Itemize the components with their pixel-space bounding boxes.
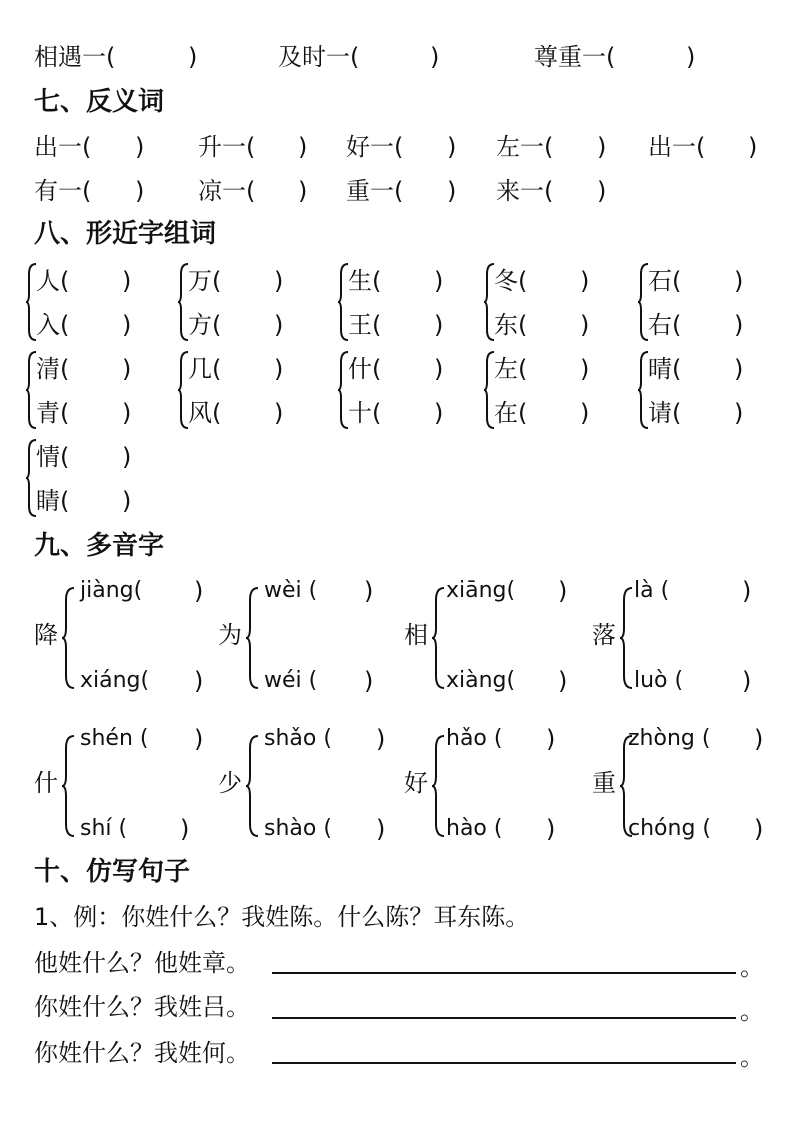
similar-char-item: 在(: [494, 399, 528, 427]
imitation-prompt: 你姓什么？我姓何。: [34, 1039, 250, 1067]
close-paren: ): [298, 133, 308, 161]
similar-char-item: 十(: [348, 399, 382, 427]
antonym-item: 有一(: [34, 177, 92, 205]
brace-icon: [62, 586, 76, 690]
close-paren: ): [734, 399, 744, 427]
section-10-title: 十、仿写句子: [34, 857, 191, 887]
close-paren: ): [434, 355, 444, 383]
pinyin-bottom: wéi (: [264, 668, 318, 693]
pinyin-top: shǎo (: [264, 726, 332, 751]
similar-char-item: 冬(: [494, 267, 528, 295]
close-paren: ): [434, 399, 444, 427]
polyphone-char: 重: [592, 769, 616, 797]
close-paren: ): [274, 355, 284, 383]
answer-line[interactable]: [272, 1017, 736, 1019]
close-paren: ): [434, 267, 444, 295]
similar-char-item: 什(: [348, 355, 382, 383]
close-paren: ): [597, 177, 607, 205]
close-paren: ): [580, 267, 590, 295]
similar-char-item: 晴(: [648, 355, 682, 383]
section-7-title: 七、反义词: [34, 87, 165, 117]
polyphone-char: 降: [34, 621, 58, 649]
brace-icon: [620, 586, 634, 690]
similar-char-item: 请(: [648, 399, 682, 427]
antonym-item: 好一(: [346, 133, 404, 161]
close-paren: ): [194, 577, 204, 605]
close-paren: ): [376, 725, 386, 753]
close-paren: ): [580, 355, 590, 383]
close-paren: ): [194, 725, 204, 753]
period-mark: 。: [740, 953, 764, 981]
close-paren: ): [122, 311, 132, 339]
similar-char-item: 入(: [36, 311, 70, 339]
polyphone-char: 少: [218, 769, 242, 797]
top-item-3: 尊重一(: [534, 43, 616, 71]
antonym-item: 凉一(: [198, 177, 256, 205]
similar-char-item: 风(: [188, 399, 222, 427]
similar-char-item: 几(: [188, 355, 222, 383]
close-paren: ): [122, 267, 132, 295]
close-paren: ): [742, 667, 752, 695]
close-paren: ): [734, 355, 744, 383]
close-paren: ): [364, 577, 374, 605]
similar-char-item: 石(: [648, 267, 682, 295]
close-paren: ): [122, 399, 132, 427]
similar-char-item: 情(: [36, 443, 70, 471]
antonym-item: 左一(: [496, 133, 554, 161]
answer-line[interactable]: [272, 1062, 736, 1064]
close-paren: ): [748, 133, 758, 161]
close-paren: ): [298, 177, 308, 205]
similar-char-item: 万(: [188, 267, 222, 295]
pinyin-bottom: luò (: [634, 668, 684, 693]
close-paren: ): [447, 133, 457, 161]
close-paren: ): [188, 43, 198, 71]
close-paren: ): [558, 577, 568, 605]
example-sentence: 1、例：你姓什么？我姓陈。什么陈？耳东陈。: [34, 903, 530, 931]
close-paren: ): [122, 443, 132, 471]
close-paren: ): [364, 667, 374, 695]
close-paren: ): [122, 355, 132, 383]
polyphone-char: 好: [404, 769, 428, 797]
polyphone-char: 什: [34, 769, 58, 797]
close-paren: ): [546, 725, 556, 753]
pinyin-top: hǎo (: [446, 726, 503, 751]
close-paren: ): [122, 487, 132, 515]
imitation-prompt: 他姓什么？他姓章。: [34, 949, 250, 977]
pinyin-top: shén (: [80, 726, 149, 751]
close-paren: ): [754, 725, 764, 753]
polyphone-char: 相: [404, 621, 428, 649]
imitation-prompt: 你姓什么？我姓吕。: [34, 993, 250, 1021]
antonym-item: 出一(: [648, 133, 706, 161]
similar-char-item: 清(: [36, 355, 70, 383]
pinyin-top: là (: [634, 578, 670, 603]
pinyin-bottom: xiàng(: [446, 668, 516, 693]
antonym-item: 出一(: [34, 133, 92, 161]
similar-char-item: 左(: [494, 355, 528, 383]
close-paren: ): [274, 311, 284, 339]
close-paren: ): [754, 815, 764, 843]
pinyin-bottom: chóng (: [628, 816, 711, 841]
close-paren: ): [274, 267, 284, 295]
close-paren: ): [742, 577, 752, 605]
close-paren: ): [274, 399, 284, 427]
pinyin-top: zhòng (: [628, 726, 711, 751]
close-paren: ): [447, 177, 457, 205]
pinyin-top: xiāng(: [446, 578, 516, 603]
pinyin-bottom: shào (: [264, 816, 332, 841]
similar-char-item: 右(: [648, 311, 682, 339]
close-paren: ): [434, 311, 444, 339]
brace-icon: [246, 586, 260, 690]
polyphone-char: 为: [218, 621, 242, 649]
close-paren: ): [430, 43, 440, 71]
similar-char-item: 王(: [348, 311, 382, 339]
answer-line[interactable]: [272, 972, 736, 974]
brace-icon: [432, 734, 446, 838]
similar-char-item: 方(: [188, 311, 222, 339]
close-paren: ): [546, 815, 556, 843]
similar-char-item: 青(: [36, 399, 70, 427]
antonym-item: 重一(: [346, 177, 404, 205]
brace-icon: [246, 734, 260, 838]
close-paren: ): [597, 133, 607, 161]
similar-char-item: 生(: [348, 267, 382, 295]
brace-icon: [62, 734, 76, 838]
pinyin-bottom: shí (: [80, 816, 128, 841]
close-paren: ): [734, 311, 744, 339]
period-mark: 。: [740, 997, 764, 1025]
pinyin-bottom: hào (: [446, 816, 503, 841]
similar-char-item: 睛(: [36, 487, 70, 515]
close-paren: ): [194, 667, 204, 695]
polyphone-char: 落: [592, 621, 616, 649]
similar-char-item: 人(: [36, 267, 70, 295]
pinyin-bottom: xiáng(: [80, 668, 150, 693]
antonym-item: 升一(: [198, 133, 256, 161]
pinyin-top: jiàng(: [80, 578, 143, 603]
close-paren: ): [686, 43, 696, 71]
close-paren: ): [376, 815, 386, 843]
close-paren: ): [180, 815, 190, 843]
close-paren: ): [135, 133, 145, 161]
top-item-2: 及时一(: [278, 43, 360, 71]
antonym-item: 来一(: [496, 177, 554, 205]
close-paren: ): [580, 311, 590, 339]
top-item-1: 相遇一(: [34, 43, 116, 71]
brace-icon: [432, 586, 446, 690]
pinyin-top: wèi (: [264, 578, 318, 603]
section-9-title: 九、多音字: [34, 531, 165, 561]
close-paren: ): [734, 267, 744, 295]
close-paren: ): [558, 667, 568, 695]
section-8-title: 八、形近字组词: [34, 219, 217, 249]
period-mark: 。: [740, 1043, 764, 1071]
similar-char-item: 东(: [494, 311, 528, 339]
close-paren: ): [135, 177, 145, 205]
close-paren: ): [580, 399, 590, 427]
